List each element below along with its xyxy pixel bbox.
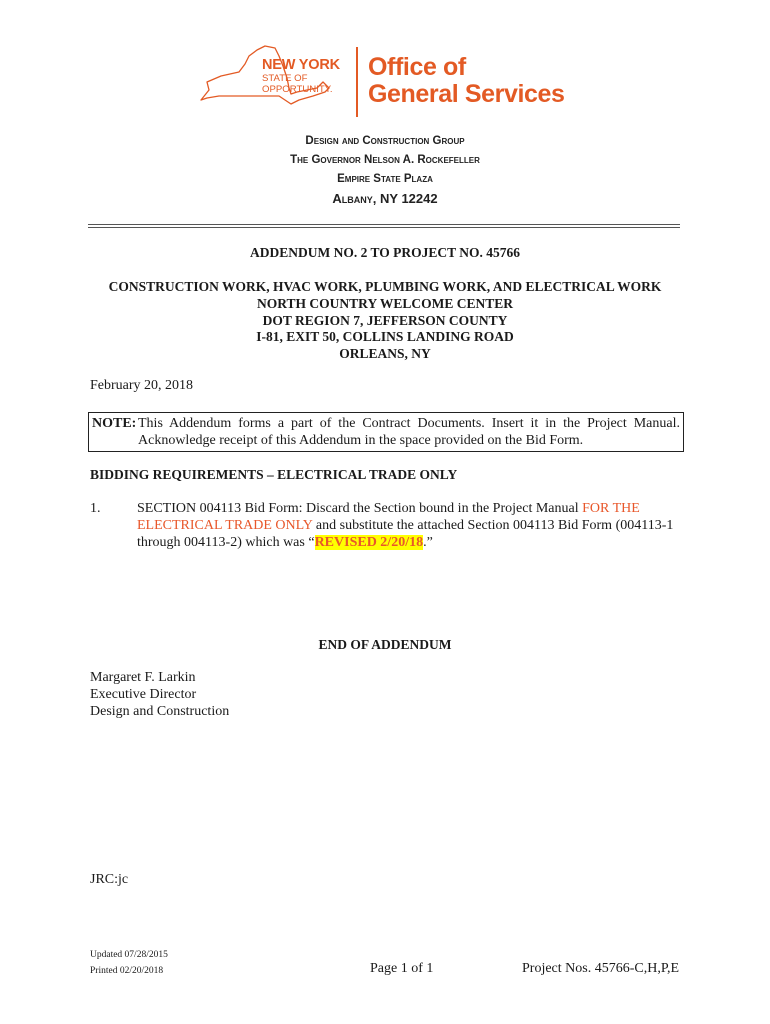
header-line-2: The Governor Nelson A. Rockefeller [290, 154, 480, 166]
logo-divider [356, 47, 358, 117]
item-line-3-end: .” [423, 535, 433, 550]
header-line-3: Empire State Plaza [337, 173, 433, 185]
note-box [88, 412, 684, 452]
item-line-2 [137, 518, 673, 534]
logo-new-york-text: NEW YORK [262, 57, 340, 73]
item-line-1-emphasis: FOR THE [582, 501, 640, 516]
project-line-3: DOT REGION 7, JEFFERSON COUNTY [262, 313, 508, 328]
footer-printed: Printed 02/20/2018 [90, 966, 164, 976]
section-heading: BIDDING REQUIREMENTS – ELECTRICAL TRADE ONLY [90, 467, 458, 482]
logo-ogs-line2: General Services [368, 80, 565, 108]
project-line-5: ORLEANS, NY [339, 346, 431, 361]
project-line-1: CONSTRUCTION WORK, HVAC WORK, PLUMBING WORK, AND ELECTRICAL WORK [108, 279, 662, 294]
end-of-addendum: END OF ADDENDUM [318, 637, 452, 652]
project-line-2: NORTH COUNTRY WELCOME CENTER [257, 296, 513, 311]
divider-rule-2 [88, 227, 680, 228]
item-line-3 [137, 535, 433, 551]
item-number: 1. [90, 501, 101, 516]
signature-title: Executive Director [90, 687, 197, 702]
divider-rule [88, 224, 680, 225]
item-line-2-text: and substitute the attached Section 004113 Bid Form (004113-1 [312, 518, 674, 533]
signature-name: Margaret F. Larkin [90, 670, 196, 685]
logo-state-line1: STATE OF [262, 73, 308, 84]
logo-ogs-line1: Office of [368, 53, 466, 81]
header-line-1: Design and Construction Group [305, 135, 465, 147]
item-line-1 [137, 501, 640, 517]
note-line-1: This Addendum forms a part of the Contract Documents. Insert it in the Project Manual. [138, 416, 680, 431]
logo-ogs-text [368, 54, 565, 108]
revised-highlight: REVISED 2/20/18 [314, 535, 424, 550]
footer-updated: Updated 07/28/2015 [90, 950, 168, 960]
document-date: February 20, 2018 [90, 378, 194, 393]
footer-page-number: Page 1 of 1 [370, 961, 434, 976]
addendum-title: ADDENDUM NO. 2 TO PROJECT NO. 45766 [249, 245, 521, 260]
item-line-1-text: SECTION 004113 Bid Form: Discard the Section bound in the Project Manual [137, 501, 583, 516]
signature-dept: Design and Construction [90, 704, 230, 719]
item-line-2-emphasis: ELECTRICAL TRADE ONLY [137, 518, 313, 533]
footer-project-nos: Project Nos. 45766-C,H,P,E [522, 961, 680, 976]
note-line-2: Acknowledge receipt of this Addendum in the space provided on the Bid Form. [138, 433, 584, 448]
initials: JRC:jc [90, 872, 129, 887]
note-label: NOTE: [92, 416, 137, 431]
project-line-4: I-81, EXIT 50, COLLINS LANDING ROAD [256, 329, 514, 344]
logo-state-line2: OPPORTUNITY. [262, 84, 333, 95]
header-line-4: Albany, NY 12242 [332, 191, 438, 206]
item-line-3-text: through 004113-2) which was “ [137, 535, 315, 550]
logo-state-of-opportunity [262, 73, 352, 95]
